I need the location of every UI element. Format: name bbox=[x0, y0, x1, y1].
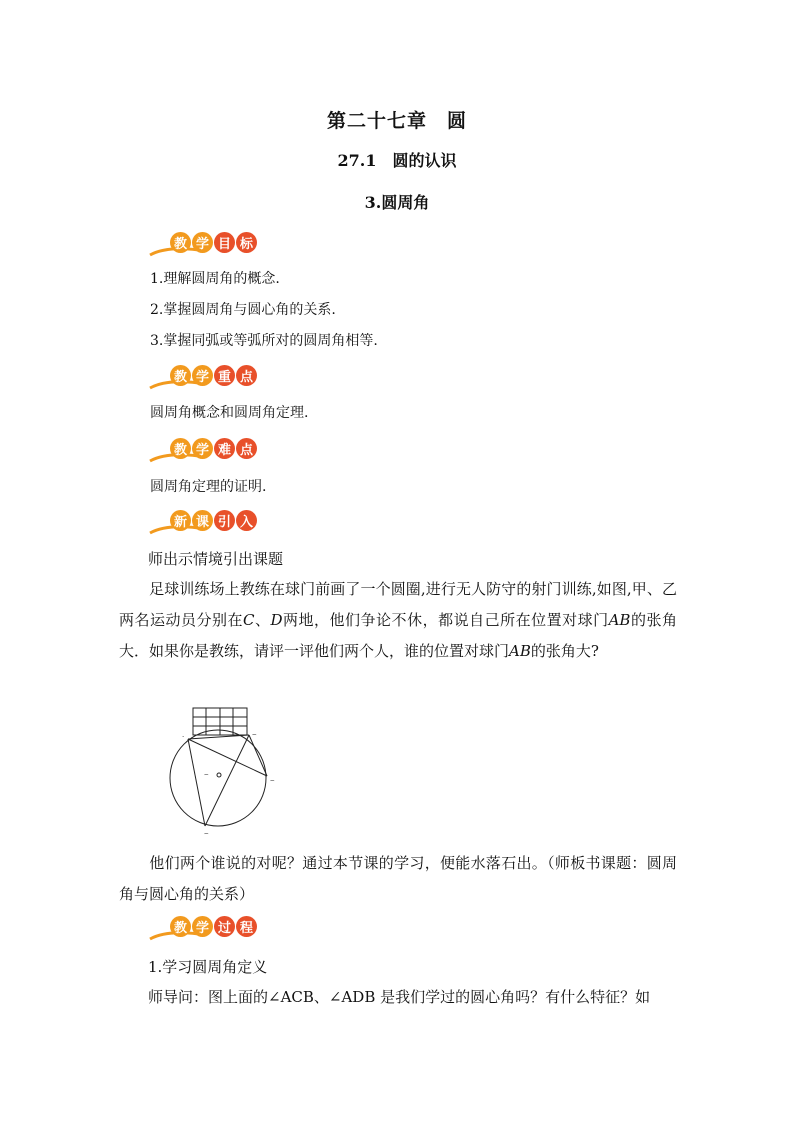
badge-char: 程 bbox=[236, 916, 257, 937]
badge-char: 教 bbox=[170, 438, 191, 459]
badge-char: 新 bbox=[170, 510, 191, 531]
key-points-text: 圆周角概念和圆周角定理. bbox=[150, 405, 309, 421]
badge-char: 教 bbox=[170, 232, 191, 253]
process-item-1: 1.学习圆周角定义 bbox=[148, 958, 268, 976]
badge-char: 难 bbox=[214, 438, 235, 459]
intro-paragraph-2: 他们两个谁说的对呢？通过本节课的学习，便能水落石出。（师板书课题：圆周角与圆心角的关系） bbox=[119, 854, 677, 903]
process-question: 师导问：图上面的∠ACB、∠ADB 是我们学过的圆心角吗？有什么特征？如 bbox=[148, 988, 651, 1006]
svg-text:⌢: ⌢ bbox=[204, 829, 209, 837]
intro-paragraph-1: 足球训练场上教练在球门前画了一个圆圈,进行无人防守的射门训练,如图,甲、乙两名运动员分别在C、D两地，他们争论不休，都说自己所在位置对球门AB的张角大．如果你是教练，请评一评他们两个人，谁的位置对球门AB的张角大? bbox=[119, 580, 677, 660]
svg-text:⌢: ⌢ bbox=[204, 770, 209, 778]
badge-char: 学 bbox=[192, 916, 213, 937]
svg-text:⌢: ⌢ bbox=[270, 776, 275, 784]
intro-badge bbox=[148, 510, 278, 536]
chapter-title: 第二十七章 圆 bbox=[326, 110, 467, 132]
badge-char: 标 bbox=[236, 232, 257, 253]
process-badge bbox=[148, 916, 278, 942]
goal-circle-figure bbox=[160, 700, 290, 840]
badge-char: 学 bbox=[192, 365, 213, 386]
badge-char: 点 bbox=[236, 365, 257, 386]
section-title: 27.1 圆的认识 bbox=[337, 151, 457, 170]
badge-char: 引 bbox=[214, 510, 235, 531]
difficulties-text: 圆周角定理的证明. bbox=[150, 479, 267, 495]
badge-char: 过 bbox=[214, 916, 235, 937]
objective-1: 1.理解圆周角的概念. bbox=[150, 271, 280, 287]
badge-char: 教 bbox=[170, 365, 191, 386]
objective-2: 2.掌握圆周角与圆心角的关系. bbox=[150, 302, 336, 318]
svg-text:·: · bbox=[182, 733, 185, 741]
badge-char: 重 bbox=[214, 365, 235, 386]
badge-char: 点 bbox=[236, 438, 257, 459]
badge-char: 学 bbox=[192, 438, 213, 459]
objectives-badge bbox=[148, 232, 278, 258]
svg-text:⌢: ⌢ bbox=[252, 730, 257, 738]
lesson-title: 3.圆周角 bbox=[364, 193, 430, 212]
difficulties-badge bbox=[148, 438, 278, 464]
badge-char: 目 bbox=[214, 232, 235, 253]
badge-char: 入 bbox=[236, 510, 257, 531]
badge-char: 教 bbox=[170, 916, 191, 937]
intro-subtitle: 师出示情境引出课题 bbox=[148, 550, 284, 568]
badge-char: 课 bbox=[192, 510, 213, 531]
key-points-badge bbox=[148, 365, 278, 391]
objective-3: 3.掌握同弧或等弧所对的圆周角相等. bbox=[150, 333, 378, 349]
badge-char: 学 bbox=[192, 232, 213, 253]
